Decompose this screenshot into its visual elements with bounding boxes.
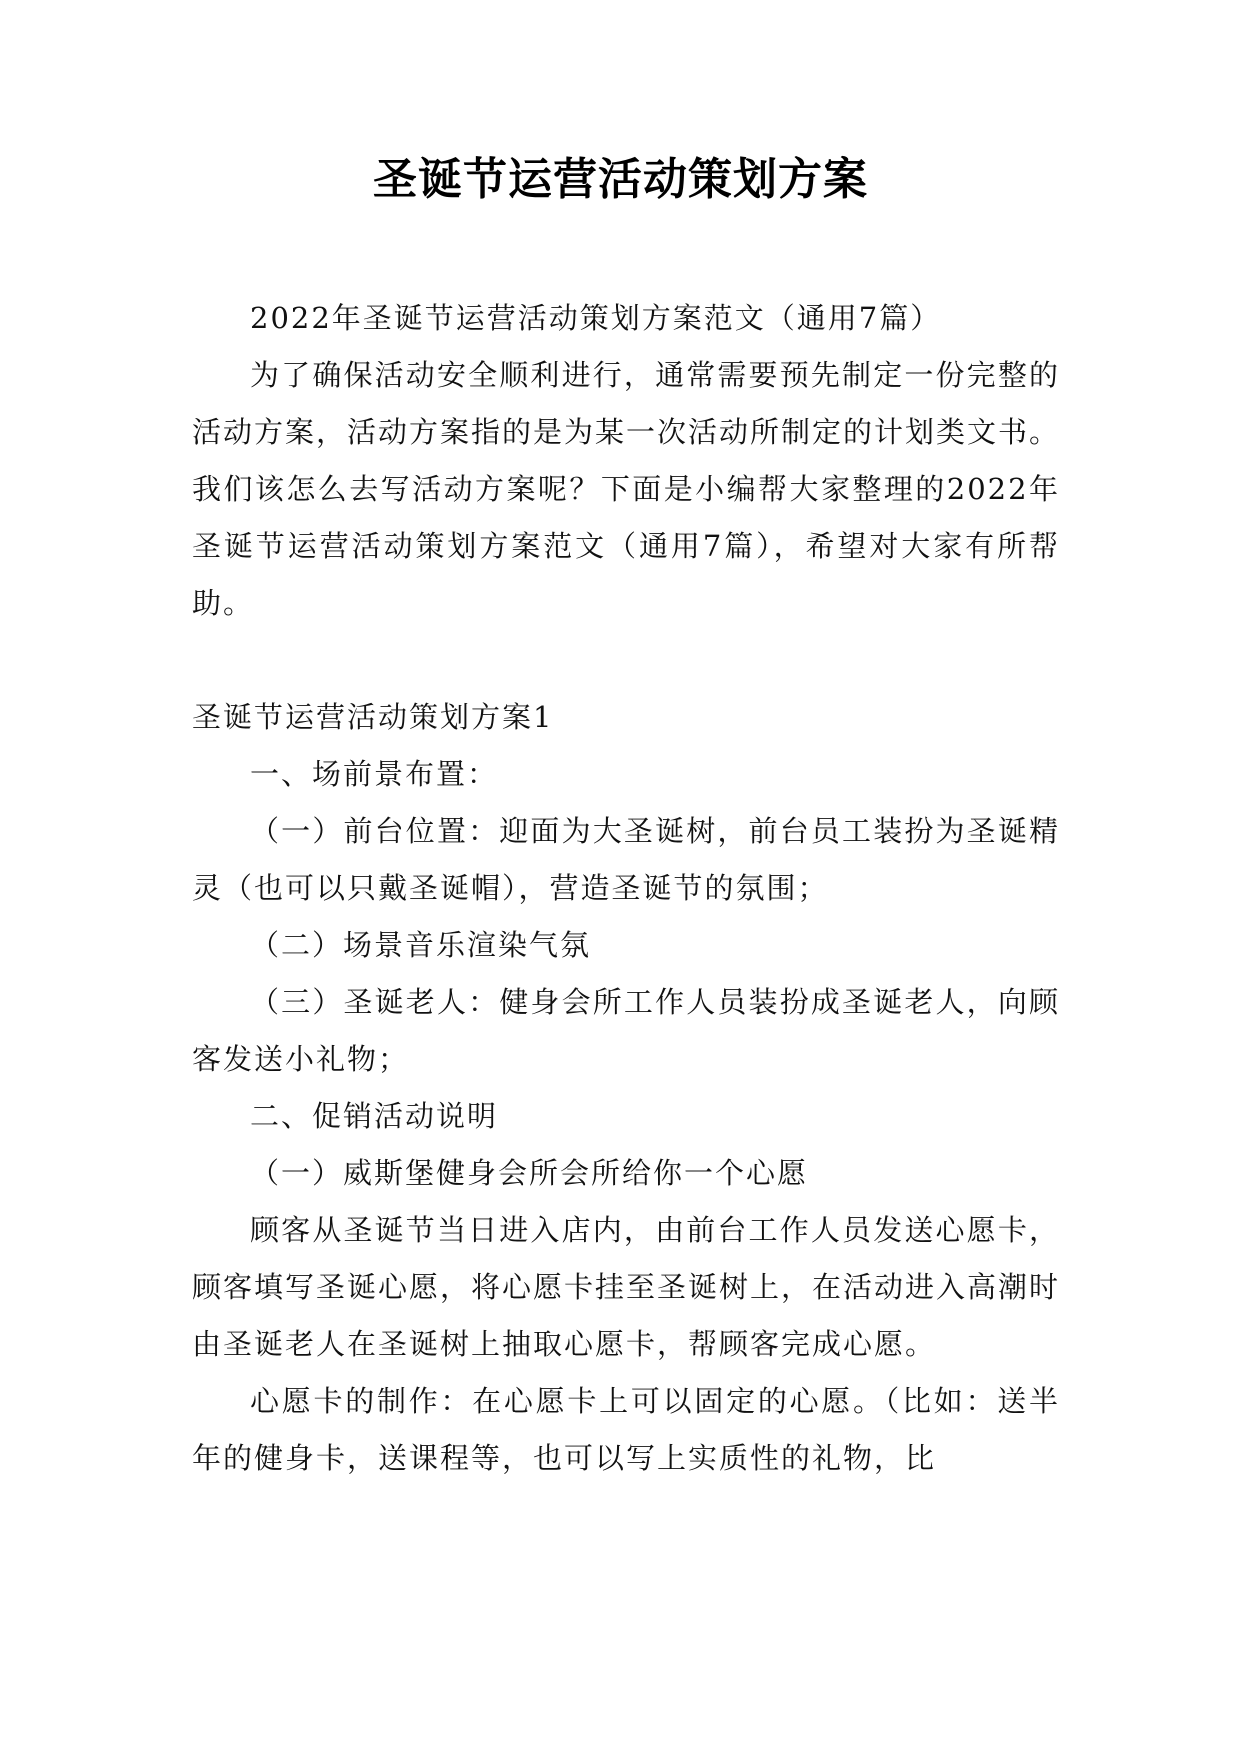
list-item-1-1: （一）前台位置：迎面为大圣诞树，前台员工装扮为圣诞精灵（也可以只戴圣诞帽），营造圣诞节的氛围； (192, 814, 1060, 905)
subtitle-paragraph: 2022年圣诞节运营活动策划方案范文（通用7篇） (250, 301, 942, 335)
list-item-1-2: （二）场景音乐渲染气氛 (250, 928, 592, 962)
section-heading: 圣诞节运营活动策划方案1 (192, 700, 554, 734)
body-paragraph: 心愿卡的制作：在心愿卡上可以固定的心愿。（比如：送半年的健身卡，送课程等，也可以写上实质性的礼物，比 (192, 1384, 1060, 1475)
list-heading-2: 二、促销活动说明 (250, 1099, 499, 1133)
intro-paragraph: 为了确保活动安全顺利进行，通常需要预先制定一份完整的活动方案，活动方案指的是为某一次活动所制定的计划类文书。我们该怎么去写活动方案呢？下面是小编帮大家整理的2022年圣诞节运营活动策划方案范文（通用7篇），希望对大家有所帮助。 (192, 358, 1061, 620)
paragraph-spacer (192, 632, 1060, 689)
list-item-1-3: （三）圣诞老人：健身会所工作人员装扮成圣诞老人，向顾客发送小礼物； (192, 985, 1060, 1076)
list-item-2-1: （一）威斯堡健身会所会所给你一个心愿 (250, 1156, 809, 1190)
document-title: 圣诞节运营活动策划方案 (373, 154, 868, 205)
document-body (192, 290, 1060, 1487)
list-heading-1: 一、场前景布置： (250, 757, 499, 791)
body-paragraph: 顾客从圣诞节当日进入店内，由前台工作人员发送心愿卡，顾客填写圣诞心愿，将心愿卡挂至圣诞树上，在活动进入高潮时由圣诞老人在圣诞树上抽取心愿卡，帮顾客完成心愿。 (192, 1213, 1061, 1361)
